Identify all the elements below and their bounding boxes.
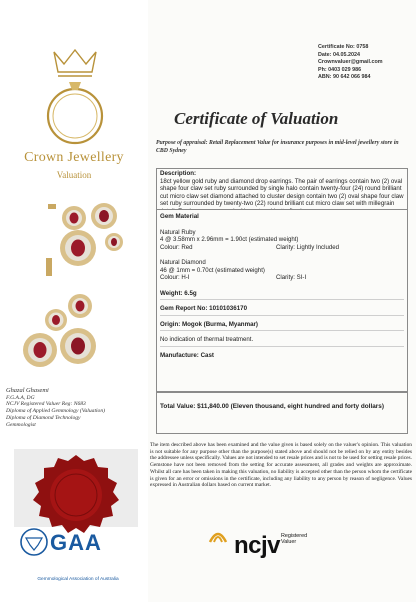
diamond-name: Natural Diamond — [160, 259, 206, 266]
details-box — [156, 209, 408, 392]
gem-report-number: Gem Report No: 10101036170 — [160, 305, 248, 312]
certificate-number: Certificate No: 0758 — [318, 44, 369, 50]
appraiser-diploma-1: Diploma of Applied Gemmology (Valuation) — [6, 408, 106, 415]
description-heading: Description: — [160, 170, 197, 177]
contact-block — [318, 44, 408, 82]
diamond-colour: Colour: H-I — [160, 274, 190, 281]
brand-subtitle: Valuation — [56, 170, 92, 180]
origin: Origin: Mogok (Burma, Myanmar) — [160, 320, 258, 328]
ncjv-subtitle — [281, 533, 307, 546]
total-value-box — [156, 392, 408, 434]
contact-email: Crownvaluer@gmail.com — [318, 59, 383, 66]
manufacture: Manufacture: Cast — [160, 351, 214, 359]
appraiser-name: Ghazal Ghasemi — [6, 387, 49, 394]
gaa-subtitle: Gemmological Association of Australia — [37, 577, 119, 582]
ncjv-sub-registered: Registered — [281, 533, 308, 539]
certificate-title: Certificate of Valuation — [174, 109, 339, 128]
appraiser-credentials: F.G.A.A, DG — [6, 394, 35, 401]
diamond-clarity: Clarity: SI-I — [276, 274, 307, 281]
weight: Weight: 6.5g — [160, 289, 197, 297]
gaa-wordmark: GAA — [50, 530, 102, 555]
treatment: No indication of thermal treatment. — [160, 336, 254, 343]
appraiser-reg: NCJV Registered Valuer Reg: N683 — [6, 401, 86, 408]
crown-ring-logo — [44, 46, 106, 154]
purpose-of-appraisal: Purpose of appraisal: Retail Replacement Value for insurance purposes in mid-level jewellery store in CBD Sydney — [156, 140, 399, 154]
ruby-clarity: Clarity: Lightly Included — [276, 243, 339, 251]
earring-photo — [36, 198, 132, 298]
appraiser-title: Gemmologist — [6, 421, 36, 428]
total-value: Total Value: $11,840.00 (Eleven thousand, eight hundred and forty dollars) — [160, 403, 384, 410]
contact-phone: Ph: 0403 029 986 — [318, 66, 362, 73]
brand-name: Crown Jewellery — [24, 150, 124, 165]
earring-photo — [16, 290, 112, 384]
ruby-colour: Colour: Red — [160, 243, 193, 251]
ncjv-sub-valuer: Valuer — [281, 539, 297, 546]
disclaimer-text: The item described above has been examined and the value given is based solely on the valuer's opinion. This valuation is not suitable for any purpose other than the purpose(s) stated above and should not be relied on by any entity besides the addressee unless specifically. Values are not intended to set resale prices and is not to be used for setting resale prices. Gemstone have not been removed from the setting for accurate assessment, all grades and weights are approximate. Whilst all care has been taken in making this valuation, no liability is accepted other than the person whom the certificate is given for an error or omissions in the certificate, including any liability to any person by reason of negligence. Values expressed in Australian dollars based on current market. — [150, 442, 412, 489]
contact-abn: ABN: 90 642 066 984 — [318, 74, 371, 81]
ruby-name: Natural Ruby — [160, 228, 196, 236]
appraiser-details — [6, 388, 146, 428]
ruby-weight: 4 @ 3.58mm x 2.96mm = 1.90ct (estimated weight) — [160, 236, 299, 243]
ncjv-wordmark: ncjv — [234, 532, 281, 559]
description-box — [156, 168, 408, 209]
diamond-weight: 46 @ 1mm = 0.70ct (estimated weight) — [160, 266, 265, 274]
description-text: 18ct yellow gold ruby and diamond drop earrings. The pair of earrings contain two (2) oval shape four claw set ruby surrounded by single halo contain twenty-four (24) round brilliant cut micro claw set diamond attached to cluster design contain two (2) oval shape four claw set ruby surrounded by twenty-two (22) round brilliant cut micro claw set with millegrain — [160, 177, 404, 207]
gem-material-heading: Gem Material — [160, 213, 199, 220]
certificate-date: Date: 04.05.2024 — [318, 51, 360, 58]
appraiser-diploma-2: Diploma of Diamond Technology — [6, 414, 81, 421]
